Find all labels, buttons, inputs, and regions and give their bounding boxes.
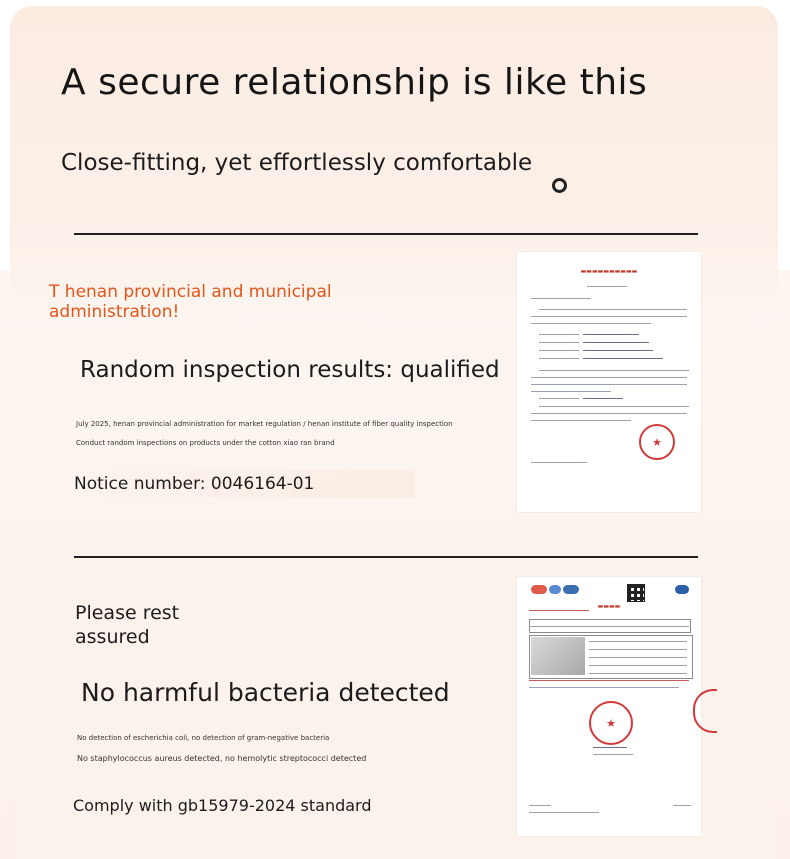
reassurance-text: Please rest assured [75,602,180,648]
divider-bottom [74,556,698,558]
divider-top [74,233,698,235]
standard-compliance: Comply with gb15979-2024 standard [73,796,372,815]
qr-code-icon [627,584,645,602]
inspection-detail-2: Conduct random inspections on products under the cotton xiao ran brand [76,439,335,447]
partial-seal-icon [693,689,717,733]
cnas-logo [549,585,561,594]
hero-subline: Close-fitting, yet effortlessly comfortable [61,150,533,176]
decorative-dot [552,178,567,193]
notice-number: Notice number: 0046164-01 [74,470,414,498]
test-report-image [517,577,701,836]
inspection-authority-note: T henan provincial and municipal administration! [49,282,332,322]
certification-seal-icon: ★ [589,701,633,745]
bacteria-result-title: No harmful bacteria detected [81,678,450,707]
ilac-logo [563,585,579,594]
ma-logo [531,585,547,594]
official-seal-icon: ★ [639,424,675,460]
hero-headline: A secure relationship is like this [61,62,648,103]
product-photo [531,637,585,675]
bacteria-detail-1: No detection of escherichia coli, no detection of gram-negative bacteria [77,734,330,742]
inspection-result-title: Random inspection results: qualified [80,357,500,383]
inspection-certificate-image [517,252,701,512]
institute-logo [675,585,689,594]
bacteria-detail-2: No staphylococcus aureus detected, no hemolytic streptococci detected [77,754,367,763]
inspection-detail-1: July 2025, henan provincial administration for market regulation / henan institute of fiber quality inspection [76,420,453,428]
report-title: ▬▬▬▬ [597,603,621,610]
certificate-title: ▬▬▬▬▬▬▬▬▬▬ [580,268,638,275]
